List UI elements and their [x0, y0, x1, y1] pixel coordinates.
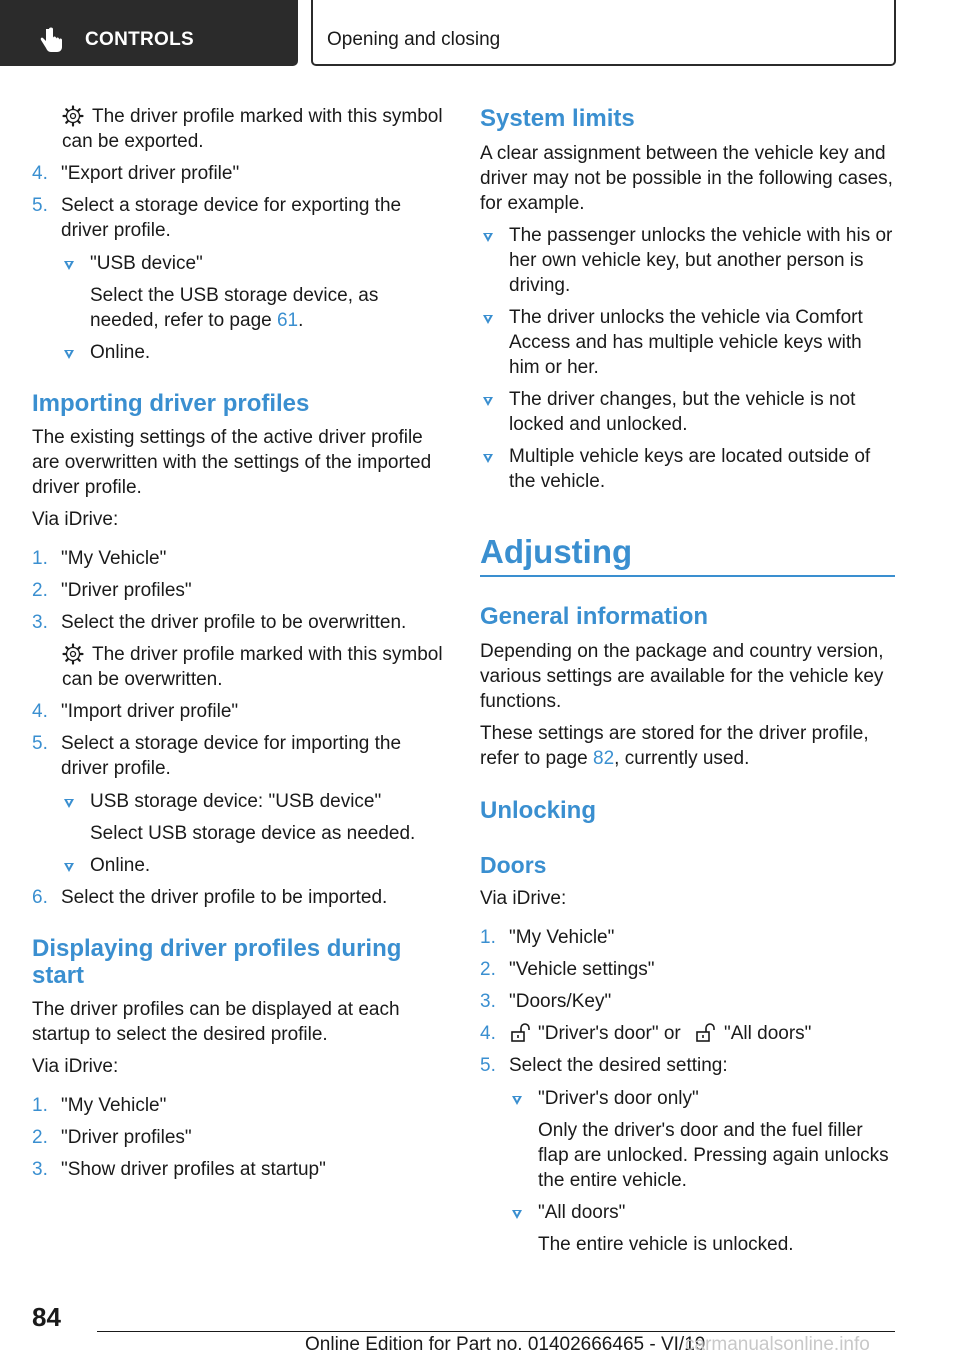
- option-text: USB storage device: "USB device": [90, 791, 382, 812]
- option-detail: Only the driver's door and the fuel filler: [538, 1120, 863, 1141]
- option-text: Online.: [90, 855, 151, 876]
- via-idrive-label: Via iDrive:: [32, 1056, 119, 1077]
- step-number: 2.: [32, 580, 48, 601]
- chapter-tab: [0, 0, 298, 66]
- step-number: 3.: [32, 612, 48, 633]
- list-item-line: the vehicle.: [509, 471, 606, 492]
- option-detail-cont: needed, refer to page 61.: [90, 310, 304, 331]
- import-symbol-note: The driver profile marked with this symbol: [92, 644, 443, 665]
- hand-pointer-icon: [40, 27, 64, 53]
- paragraph-line: functions.: [480, 691, 562, 712]
- step-text: "Driver profiles": [61, 1127, 192, 1148]
- section-heading: Unlocking: [480, 797, 597, 824]
- option-text: "USB device": [90, 253, 203, 274]
- section-heading-cont: start: [32, 962, 85, 989]
- step-number: 5.: [32, 733, 48, 754]
- bullet-triangle-icon: [483, 233, 493, 242]
- page-link[interactable]: 82: [593, 748, 615, 769]
- paragraph-line: driver may not be possible in the following cases,: [480, 168, 893, 189]
- watermark-text: carmanualsonline.info: [685, 1334, 870, 1355]
- heading-rule: [480, 575, 895, 577]
- step-text: Select a storage device for exporting the: [61, 195, 402, 216]
- step-number: 1.: [480, 927, 496, 948]
- step-text: "Driver profiles": [61, 580, 192, 601]
- step-number: 2.: [480, 959, 496, 980]
- step-text: "Doors/Key": [509, 991, 612, 1012]
- step-number: 4.: [32, 163, 48, 184]
- chapter-heading: Adjusting: [480, 533, 633, 570]
- chapter-title: CONTROLS: [85, 29, 195, 50]
- list-item-line: locked and unlocked.: [509, 414, 688, 435]
- bullet-triangle-icon: [512, 1096, 522, 1105]
- paragraph-line: for example.: [480, 193, 585, 214]
- option-detail: Select USB storage device as needed.: [90, 823, 416, 844]
- step-text-cont: driver profile.: [61, 220, 171, 241]
- unlocked-padlock-icon: [509, 1022, 531, 1044]
- option-detail: The entire vehicle is unlocked.: [538, 1234, 794, 1255]
- step-text: Select the desired setting:: [509, 1055, 728, 1076]
- paragraph-line: The driver profiles can be displayed at each: [32, 999, 400, 1020]
- step-text: Select the driver profile to be imported.: [61, 887, 388, 908]
- bullet-triangle-icon: [483, 397, 493, 406]
- bullet-triangle-icon: [64, 863, 74, 872]
- option-detail: Select the USB storage device, as: [90, 285, 379, 306]
- list-item-line: The driver unlocks the vehicle via Comfort: [509, 307, 863, 328]
- paragraph-line: refer to page 82, currently used.: [480, 748, 750, 769]
- step-text: "My Vehicle": [509, 927, 615, 948]
- bullet-triangle-icon: [64, 350, 74, 359]
- page-header: [0, 0, 960, 66]
- section-heading: Displaying driver profiles during: [32, 935, 402, 962]
- step-number: 3.: [480, 991, 496, 1012]
- list-item-line: driving.: [509, 275, 571, 296]
- step-number: 5.: [480, 1055, 496, 1076]
- step-number: 5.: [32, 195, 48, 216]
- via-idrive-label: Via iDrive:: [32, 509, 119, 530]
- unlocked-padlock-icon: [694, 1022, 716, 1044]
- paragraph-line: are overwritten with the settings of the imported: [32, 452, 432, 473]
- section-heading: System limits: [480, 105, 635, 132]
- list-item-line: Access and has multiple vehicle keys with: [509, 332, 862, 353]
- section-tab: [311, 0, 896, 66]
- bullet-triangle-icon: [483, 454, 493, 463]
- paragraph-line: These settings are stored for the driver profile,: [480, 723, 869, 744]
- import-symbol-note-cont: can be overwritten.: [62, 669, 223, 690]
- step-text: "All doors": [724, 1023, 812, 1044]
- option-text: "Driver's door only": [538, 1088, 699, 1109]
- export-symbol-note: The driver profile marked with this symbol: [92, 106, 443, 127]
- step-text: Select the driver profile to be overwritten.: [61, 612, 407, 633]
- step-text: "My Vehicle": [61, 548, 167, 569]
- step-number: 1.: [32, 1095, 48, 1116]
- step-text: "Export driver profile": [61, 163, 240, 184]
- gear-icon: [62, 643, 84, 665]
- step-number: 1.: [32, 548, 48, 569]
- list-item-line: him or her.: [509, 357, 599, 378]
- list-item-line: her own vehicle key, but another person is: [509, 250, 864, 271]
- paragraph-line: startup to select the desired profile.: [32, 1024, 328, 1045]
- gear-icon: [62, 105, 84, 127]
- list-item-line: The passenger unlocks the vehicle with his or: [509, 225, 893, 246]
- step-number: 6.: [32, 887, 48, 908]
- page-link[interactable]: 61: [276, 310, 299, 331]
- step-text: Select a storage device for importing the: [61, 733, 402, 754]
- list-item-line: The driver changes, but the vehicle is not: [509, 389, 856, 410]
- section-title: Opening and closing: [327, 29, 501, 50]
- export-symbol-note-cont: can be exported.: [62, 131, 204, 152]
- footer-rule: [97, 1331, 895, 1332]
- step-text: "Vehicle settings": [509, 959, 655, 980]
- subsection-heading: Doors: [480, 852, 547, 878]
- section-heading: General information: [480, 603, 709, 630]
- bullet-triangle-icon: [64, 799, 74, 808]
- bullet-triangle-icon: [512, 1210, 522, 1219]
- edition-text: Online Edition for Part no. 01402666465 - VI/19: [305, 1334, 706, 1355]
- section-heading: Importing driver profiles: [32, 390, 310, 417]
- paragraph-line: various settings are available for the vehicle key: [480, 666, 884, 687]
- step-text: "Import driver profile": [61, 701, 239, 722]
- paragraph-line: The existing settings of the active driver profile: [32, 427, 423, 448]
- bullet-triangle-icon: [64, 261, 74, 270]
- step-text-cont: driver profile.: [61, 758, 171, 779]
- page-number: 84: [32, 1302, 61, 1332]
- step-text: "My Vehicle": [61, 1095, 167, 1116]
- step-text: "Show driver profiles at startup": [61, 1159, 326, 1180]
- step-number: 3.: [32, 1159, 48, 1180]
- paragraph-line: Depending on the package and country version,: [480, 641, 884, 662]
- paragraph-line: driver profile.: [32, 477, 142, 498]
- option-detail: the entire vehicle.: [538, 1170, 687, 1191]
- option-detail: flap are unlocked. Pressing again unlocks: [538, 1145, 889, 1166]
- step-number: 4.: [32, 701, 48, 722]
- option-text: "All doors": [538, 1202, 626, 1223]
- paragraph-line: A clear assignment between the vehicle key and: [480, 143, 886, 164]
- list-item-line: Multiple vehicle keys are located outside of: [509, 446, 871, 467]
- step-number: 2.: [32, 1127, 48, 1148]
- option-text: Online.: [90, 342, 151, 363]
- step-number: 4.: [480, 1023, 496, 1044]
- bullet-triangle-icon: [483, 315, 493, 324]
- via-idrive-label: Via iDrive:: [480, 888, 567, 909]
- step-text: "Driver's door" or: [538, 1023, 681, 1044]
